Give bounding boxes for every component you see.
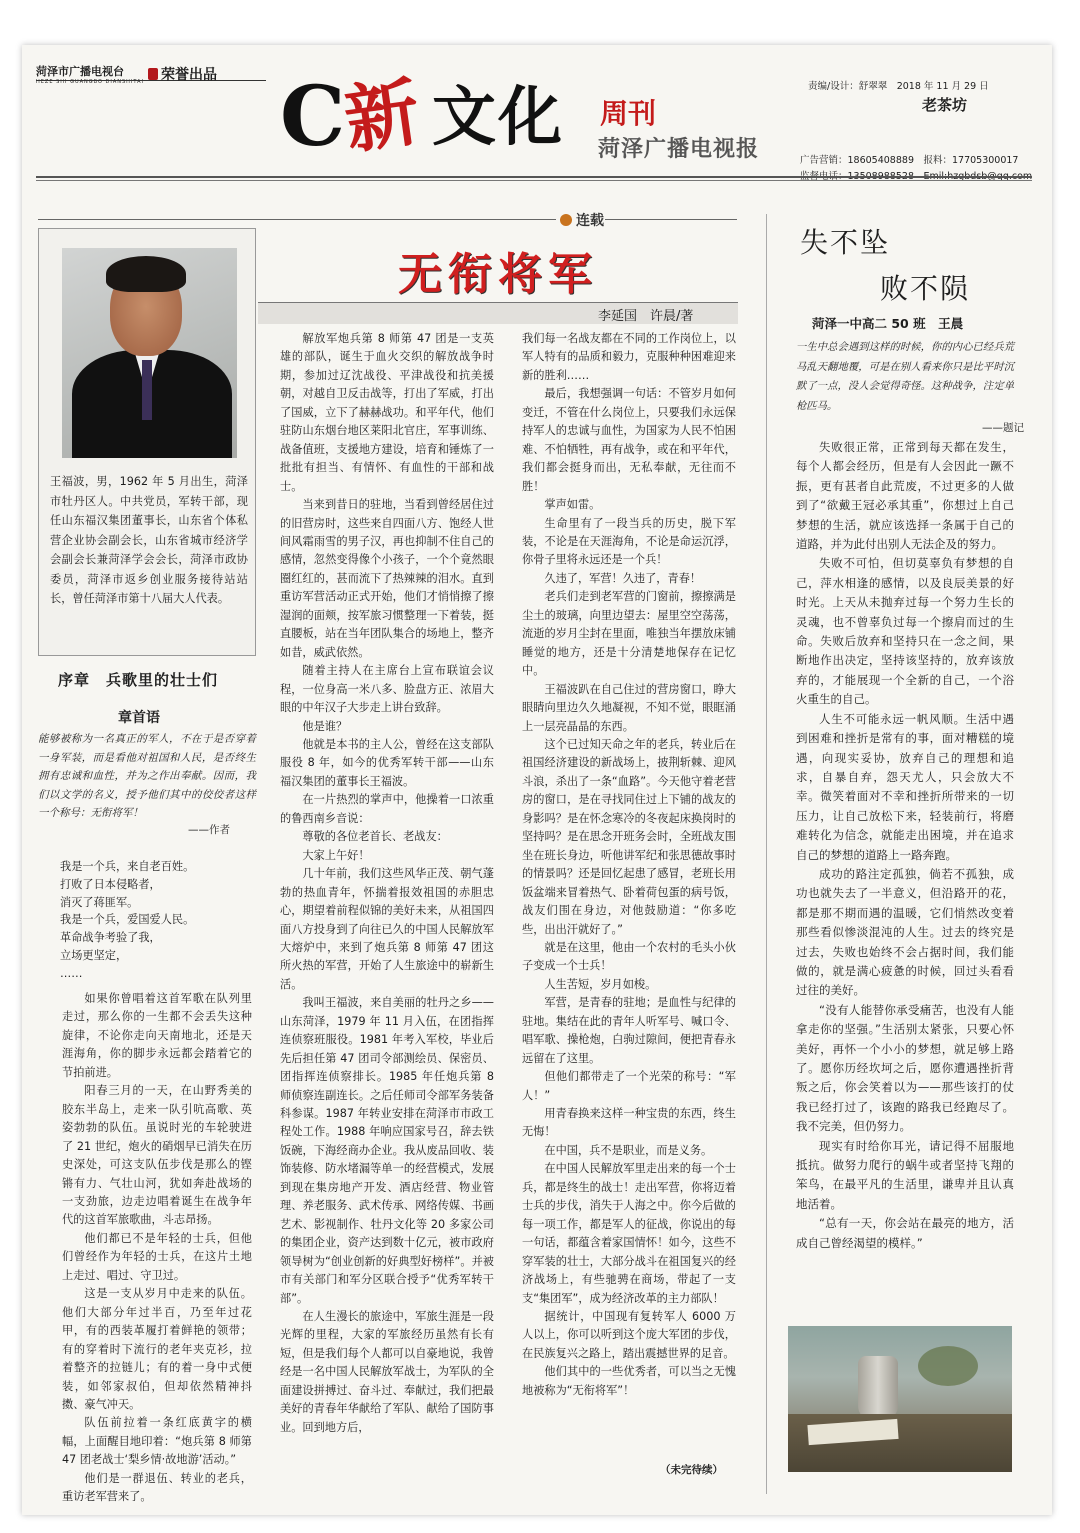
paragraph: 就是在这里，他由一个农村的毛头小伙子变成一个士兵！ [522,940,736,973]
essay-epigraph-signature: ——题记 [982,422,1024,434]
paragraph: 如果你曾唱着这首军歌在队列里走过，那么你的一生都不会丢失这种旋律，不论你走向天南地北，还是天涯海角，你的脚步永远都会踏着它的节拍前进。 [62,992,252,1079]
paragraph: 他们都已不是年轻的士兵，但他们曾经作为年轻的士兵，在这片土地上走过、唱过、守卫过。 [62,1231,252,1282]
paragraph: 但他们都带走了一个光荣的称号：“军人！” [522,1070,736,1102]
paragraph: 当来到昔日的驻地，当看到曾经居住过的旧营房时，这些来自四面八方、饱经人世间风霜雨雪的男子汉，再也抑制不住自己的感情，忽然变得像个小孩子，一个个竟然眼圈红红的，甚而流下了热辣辣的泪水。直到重访军营活动正式开始，他们才悄悄擦了擦湿润的面颊，按军旅习惯整理一下着装，挺直腰板，站在当年团队集合的场地上，整齐如昔，威武依然。 [280,498,494,659]
still-life-photo [788,1326,1012,1472]
section-name: 老茶坊 [922,96,968,114]
paragraph: 生命里有了一段当兵的历史，脱下军装，不论是在天涯海角，不论是命运沉浮，你骨子里将永远还是一个兵！ [522,516,736,567]
paragraph: 王福波趴在自己住过的营房窗口，睁大眼睛向里边久久地凝视，不知不觉，眼眶涌上一层亮晶晶的东西。 [522,682,736,733]
paragraph: 失败很正常，正常到每天都在发生，每个人都会经历，但是有人会因此一蹶不振，更有甚者自此荒废，不过更多的人做到了“欲戴王冠必承其重”，你想过上自己梦想的生活，就应该选择一条属于自己的道路，并为此付出别人无法企及的努力。 [796,440,1014,552]
paragraph: 尊敬的各位老首长、老战友： [302,830,448,844]
paragraph: 队伍前拉着一条红底黄字的横幅，上面醒目地印着：“炮兵第 8 师第 47 团老战士‘梨乡情·故地游’活动。” [62,1416,252,1467]
masthead-wenhua: 文化 [432,80,564,155]
paragraph: 阳春三月的一天，在山野秀美的胶东半岛上，走来一队引吭高歌、英姿勃勃的队伍。虽说时光的车轮驶进了 21 世纪，炮火的硝烟早已消失在历史深处，可这支队伍步伐是那么的铿锵有力、气壮山河，犹如奔赴战场的一支劲旅，边走边唱着诞生在战争年代的这首军旅歌曲，斗志昂扬。 [62,1084,252,1227]
lyric-line: …… [60,966,83,980]
paragraph: 在人生漫长的旅途中，军旅生涯是一段光辉的里程，大家的军旅经历虽然有长有短，但是我们每个人都可以自豪地说，我曾经是一名中国人民解放军战士，为军队的全面建设拼搏过、奋斗过、奉献过，我们把最美好的青春年华献给了军队、献给了国防事业。回到地方后， [280,1310,494,1434]
article-title: 无衔将军 [398,249,598,300]
essay-title-line-2: 败不陨 [880,272,971,305]
lyric-line: 打败了日本侵略者， [60,877,161,891]
article-column-1 [62,990,252,1507]
paragraph: 最后，我想强调一句话：不管岁月如何变迁，不管在什么岗位上，只要我们永远保持军人的忠诚与血性，为国家为人民不怕困难、不怕牺牲，再有战争，或在和平年代，我们都会挺身而出，无私奉献，无往而不胜！ [522,387,736,493]
lyric-line: 我是一个兵，爱国爱人民。 [60,913,195,927]
masthead-rule [36,176,1032,178]
paragraph: 用青春换来这样一种宝贵的东西，终生无悔！ [522,1107,736,1139]
paragraph: 失败不可怕，但切莫辜负有梦想的自己，萍水相逢的感情，以及良辰美景的好时光。上天从未抛弃过每一个努力生长的灵魂，也不曾辜负过每一个擦肩而过的生命。失败后放弃和坚持只在一念之间，果断地作出决定，坚持该坚持的，放弃该放弃的，才能展现一个全新的自己，一个浴火重生的自己。 [796,556,1014,707]
paragraph: 这个已过知天命之年的老兵，转业后在祖国经济建设的新战场上，披荆斩棘、迎风斗浪，杀出了一条“血路”。今天他守着老营房的窗口，是在寻找同住过上下铺的战友的身影吗？是在怀念寒冷的冬夜起床换岗时的坚持吗？是在思念开班务会时，全班战友围坐在班长身边，听他讲军纪和张思德故事时的情景吗？还是回忆起患了感冒，老班长用饭盆端来冒着热气、卧着荷包蛋的病号饭，战友们围在身边，对他鼓励道：“你多吃些，出出汗就好了。” [522,737,736,936]
essay-epigraph: 一生中总会遇到这样的时候，你的内心已经兵荒马乱天翻地覆，可是在别人看来你只是比平时沉默了一点，没人会觉得奇怪。这种战争，注定单枪匹马。 [796,341,1014,412]
paragraph: 他们是一群退伍、转业的老兵，重访老军营来了。 [62,1471,252,1504]
profile-text: 王福波，男，1962 年 5 月出生，菏泽市牡丹区人。中共党员，军转干部，现任山东福汉集团董事长，山东省个体私营企业协会副会长，山东省城市经济学会副会长兼菏泽学会会长，菏泽市政协委员，菏泽市返乡创业服务接待站站长，曾任菏泽市第十八届大人代表。 [50,475,248,605]
article-column-3 [522,330,736,1400]
paragraph: 大家上午好！ [302,848,370,862]
essay-body [796,438,1014,1253]
column-divider [766,214,767,1494]
serial-rule [38,219,556,220]
song-lyrics [60,858,250,983]
paragraph: 据统计，中国现有复转军人 6000 万人以上，你可以听到这个庞大军团的步伐，在民族复兴之路上，踏出震撼世界的足音。 [522,1310,736,1360]
contact-info: 广告营销：18605408889 报料：17705300017 监督电话：13508988528 Emil:hzgbdsb@qq.com [800,155,1033,182]
lyric-line: 立场更坚定， [60,948,128,962]
paragraph: 人生苦短，岁月如梭。 [544,977,657,991]
chapter-epigraph: 能够被称为一名真正的军人，不在于是否穿着一身军装，而是看他对祖国和人民，是否终生拥有忠诚和血性，并为之作出奉献。因而，我们以文学的名义，授予他们其中的佼佼者这样一个称号：无衔将军！ [38,733,256,819]
masthead-letter-c: C [280,69,346,165]
lyric-line: 我是一个兵，来自老百姓。 [60,860,195,873]
paragraph: 这是一支从岁月中走来的队伍。他们大部分年过半百，乃至年过花甲，有的西装革履打着鲜艳的领带；有的穿着时下流行的老年夹克衫，拉着整齐的拉链儿；有的着一身中式便装，如邻家叔伯，但却依然精神抖擞、豪气冲天。 [62,1287,252,1411]
paragraph: 解放军炮兵第 8 师第 47 团是一支英雄的部队，诞生于血火交织的解放战争时期，参加过辽沈战役、平津战役和抗美援朝，对越自卫反击战等，打出了军威，打出了国威，立下了赫赫战功。和平年代，他们驻防山东烟台地区莱阳北官庄，军事训练、战备值班，支援地方建设，培育和锤炼了一批批有担当、有情怀、有血性的干部和战士。 [280,332,494,493]
paragraph: 他是谁？ [302,719,348,733]
paper-name: 菏泽广播电视报 [598,137,760,162]
paragraph: 久违了，军营！久违了，青春！ [544,571,702,585]
masthead-xin: 新 [339,69,425,165]
paragraph: 军营，是青春的驻地；是血性与纪律的驻地。集结在此的青年人听军号、喊口令、唱军歌、操枪炮，白驹过隙间，便把青春永远留在了这里。 [522,996,736,1065]
masthead-weekly: 周刊 [600,97,657,130]
editor-date: 责编/设计：舒翠翠 2018 年 11 月 29 日 [808,81,989,92]
paragraph: 老兵们走到老军营的门窗前，擦擦满是尘土的玻璃，向里边望去：屋里空空荡荡，流逝的岁月尘封在里面，唯独当年摆放床铺睡觉的地方，还是十分清楚地保存在记忆中。 [522,590,736,678]
paragraph: 我叫王福波，来自美丽的牡丹之乡——山东菏泽，1979 年 11 月入伍，在团指挥连侦察班服役。1981 年考入军校，毕业后先后担任第 47 团司令部测绘员、保密员、团指挥连侦察排长。1985 年任炮兵第 8 师侦察连副连长。之后任师司令部军务装备科参谋。1987 年转业安排在菏泽市市政工程处工作。1988 年响应国家号召，辞去铁饭碗，下海经商办企业。我从废品回收、装饰装修、防水堵漏等单一的经营模式，发展到现在集房地产开发、酒店经营、物业管理、养老服务、武术传承、网络传媒、书画艺术、影视制作、牡丹文化等 20 多家公司的集团企业，资产达到数十亿元，被市政府领导树为“创业创新的好典型好榜样”。并被市有关部门和军分区联合授予“优秀军转干部”。 [280,996,494,1305]
chapter-title: 章首语 [118,710,160,726]
serial-dot-icon [560,214,572,226]
paragraph: 在中国人民解放军里走出来的每一个士兵，都是终生的战士！走出军营，你将迈着士兵的步伐，消失于人海之中。你今后做的每一项工作，都是军人的征战，你说出的每一句话，都蕴含着家国情怀！如今，这些不穿军装的壮士，大部分战斗在祖国复兴的经济战场上，有些驰骋在商场，带起了一支支“集团军”，成为经济改革的主力部队！ [522,1162,736,1305]
essay-title-line-1: 失不坠 [800,226,891,259]
paragraph: “没有人能替你承受痛苦，也没有人能拿走你的坚强。”生活别太紧张，只要心怀美好，再怀一个小小的梦想，就足够上路了。愿你历经坎坷之后，愿你遭遇挫折背叛之后，你会笑着以为——那些该打的仗我已经打过了，该跑的路我已经跑尽了。我不完美，但仍努力。 [796,1002,1014,1134]
essay-byline: 菏泽一中高二 50 班 王晨 [812,316,964,331]
serial-rule [605,219,737,220]
paragraph: 他就是本书的主人公，曾经在这支部队服役 8 年，如今的优秀军转干部——山东福汉集团的董事长王福波。 [280,737,494,788]
paragraph: 在一片热烈的掌声中，他操着一口浓重的鲁西南乡音说： [280,793,494,825]
paragraph: 他们其中的一些优秀者，可以当之无愧地被称为“无衔将军”！ [522,1365,736,1397]
prologue-title: 序章 兵歌里的壮士们 [58,671,219,689]
paragraph: 随着主持人在主席台上宣布联谊会议程，一位身高一米八多、脸盘方正、浓眉大眼的中年汉子大步走上讲台致辞。 [280,664,494,715]
paragraph: 成功的路注定孤独，倘若不孤独，成功也就失去了一半意义，但沿路开的花，都是那不期而遇的温暖，它们悄然改变着那些看似惨淡混沌的人生。过去的终究是过去，失败也始终不会占据时间，我们能做的，就是满心疲惫的时候，回过头看看过往的美好。 [796,866,1014,998]
publisher-name: 菏泽市广播电视台 HEZE SHI GUANGBO DIANSHITAI [36,65,144,85]
paragraph: 我们每一名战友都在不同的工作岗位上，以军人特有的品质和毅力，克服种种困难迎来新的胜利…… [522,332,736,382]
article-author: 李延国 许晨/著 [598,309,694,324]
paragraph: 几十年前，我们这些风华正茂、朝气蓬勃的热血青年，怀揣着报效祖国的赤胆忠心，期望着前程似锦的美好未来，从祖国四面八方投身到了向往已久的中国人民解放军大熔炉中，来到了炮兵第 8 师第 47 团这所火热的军营，开始了人生旅途中的崭新生活。 [280,867,494,991]
portrait-photo [62,248,237,458]
epigraph-signature: ——作者 [188,824,230,836]
masthead-rule-thin [36,180,1032,181]
to-be-continued: （未完待续） [660,1464,723,1476]
paragraph: 在中国，兵不是职业，而是义务。 [544,1143,713,1157]
paragraph: “总有一天，你会站在最亮的地方，活成自己曾经渴望的模样。” [796,1216,1014,1250]
lyric-line: 革命战争考验了我， [60,931,161,945]
paragraph: 人生不可能永远一帆风顺。生活中遇到困难和挫折是常有的事，面对糟糕的境遇，向现实妥协，放弃自己的理想和追求，自暴自弃，怨天尤人，只会放大不幸。微笑着面对不幸和挫折所带来的一切压力，让自己放松下来，轻装前行，将磨难转化为信念，就能走出困境，并在追求自己的梦想的道路上一路奔跑。 [796,711,1014,862]
paragraph: 掌声如雷。 [544,498,601,512]
honor-label: 荣誉出品 [148,64,217,84]
brand-mark-icon [148,68,158,80]
serial-tag: 连载 [560,210,604,230]
article-column-2 [280,330,494,1437]
paragraph: 现实有时给你耳光，请记得不屈服地抵抗。做努力爬行的蜗牛或者坚持飞翔的笨鸟，在最平凡的生活里，谦卑并且认真地活着。 [796,1138,1014,1211]
lyric-line: 消灭了蒋匪军。 [60,895,139,909]
